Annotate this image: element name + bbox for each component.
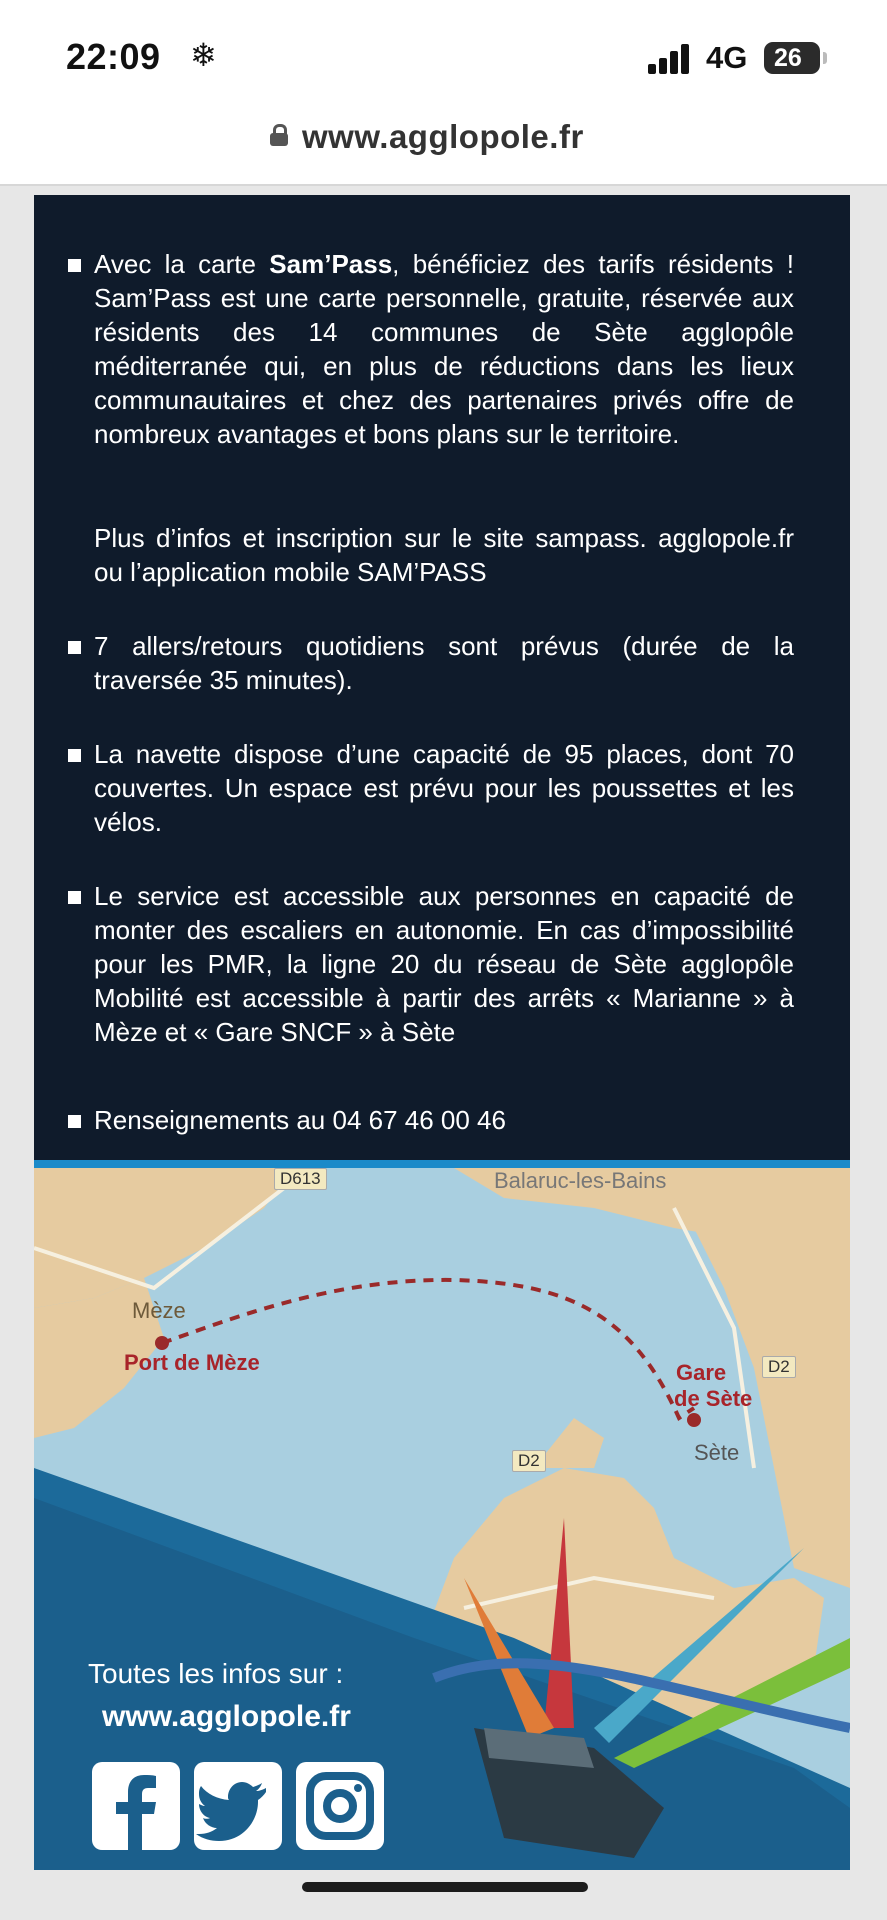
list-item: 7 allers/retours quotidiens sont prévus (durée de la traversée 35 minutes). [94, 629, 794, 697]
road-label-d613: D613 [274, 1168, 327, 1190]
map-label-balaruc: Balaruc-les-Bains [494, 1168, 667, 1193]
bullet-icon [68, 259, 81, 272]
twitter-icon[interactable] [194, 1762, 282, 1850]
footer-site-link[interactable]: www.agglopole.fr [102, 1700, 351, 1733]
list-item: Le service est accessible aux personnes en capacité de monter des escaliers en autonomie. En cas d’impossibilité pour les PMR, la ligne 20 du réseau de Sète agglopôle Mobilité est accessible à partir des arrêts « Marianne » à Mèze et « Gare SNCF » à Sète [94, 879, 794, 1049]
battery-icon [764, 42, 820, 74]
lock-icon [270, 124, 288, 146]
status-time: 22:09 [66, 36, 161, 77]
bullet-icon [68, 891, 81, 904]
divider [34, 1160, 850, 1168]
bullet-icon [68, 749, 81, 762]
status-bar [0, 0, 887, 100]
list-item-note: Plus d’infos et inscription sur le site sampass. agglopole.fr ou l’application mobile SAM’PASS [94, 523, 794, 587]
map-label-sete: Sète [694, 1440, 740, 1465]
bullet-icon [68, 641, 81, 654]
road-label-d2-west: D2 [512, 1450, 546, 1472]
map-label-port-meze: Port de Mèze [124, 1350, 260, 1375]
battery-level: 26 [774, 44, 802, 72]
network-type: 4G [706, 40, 748, 75]
instagram-icon[interactable] [296, 1762, 384, 1850]
list-item: Avec la carte Sam’Pass, bénéficiez des tarifs résidents ! Sam’Pass est une carte personnelle, gratuite, réservée aux résidents des 14 communes de Sète agglopôle méditerranée qui, en plus de réductions dans les lieux communautaires et chez des partenaires privés offre de nombreux avantages et bons plans sur le territoire. [94, 247, 794, 451]
list-item: La navette dispose d’une capacité de 95 places, dont 70 couvertes. Un espace est prévu pour les poussettes et les vélos. [94, 737, 794, 839]
snowflake-icon: ❄ [190, 37, 217, 73]
signal-icon [648, 44, 694, 74]
facebook-icon[interactable] [92, 1762, 180, 1850]
map-label-gare-line1: Gare [676, 1360, 727, 1385]
map-label-gare-line2: de Sète [674, 1386, 753, 1411]
list-item: Renseignements au 04 67 46 00 46 [94, 1103, 794, 1137]
address-bar[interactable] [0, 100, 887, 186]
road-label-d2-east: D2 [762, 1356, 796, 1378]
route-map [34, 1168, 850, 1870]
map-label-meze: Mèze [132, 1298, 186, 1323]
home-indicator[interactable] [302, 1882, 588, 1892]
info-panel [34, 195, 850, 1160]
footer-infos-label: Toutes les infos sur : [88, 1658, 344, 1689]
sampass-brand: Sam’Pass [269, 249, 393, 279]
url-text[interactable]: www.agglopole.fr [302, 118, 584, 155]
bullet-icon [68, 1115, 81, 1128]
